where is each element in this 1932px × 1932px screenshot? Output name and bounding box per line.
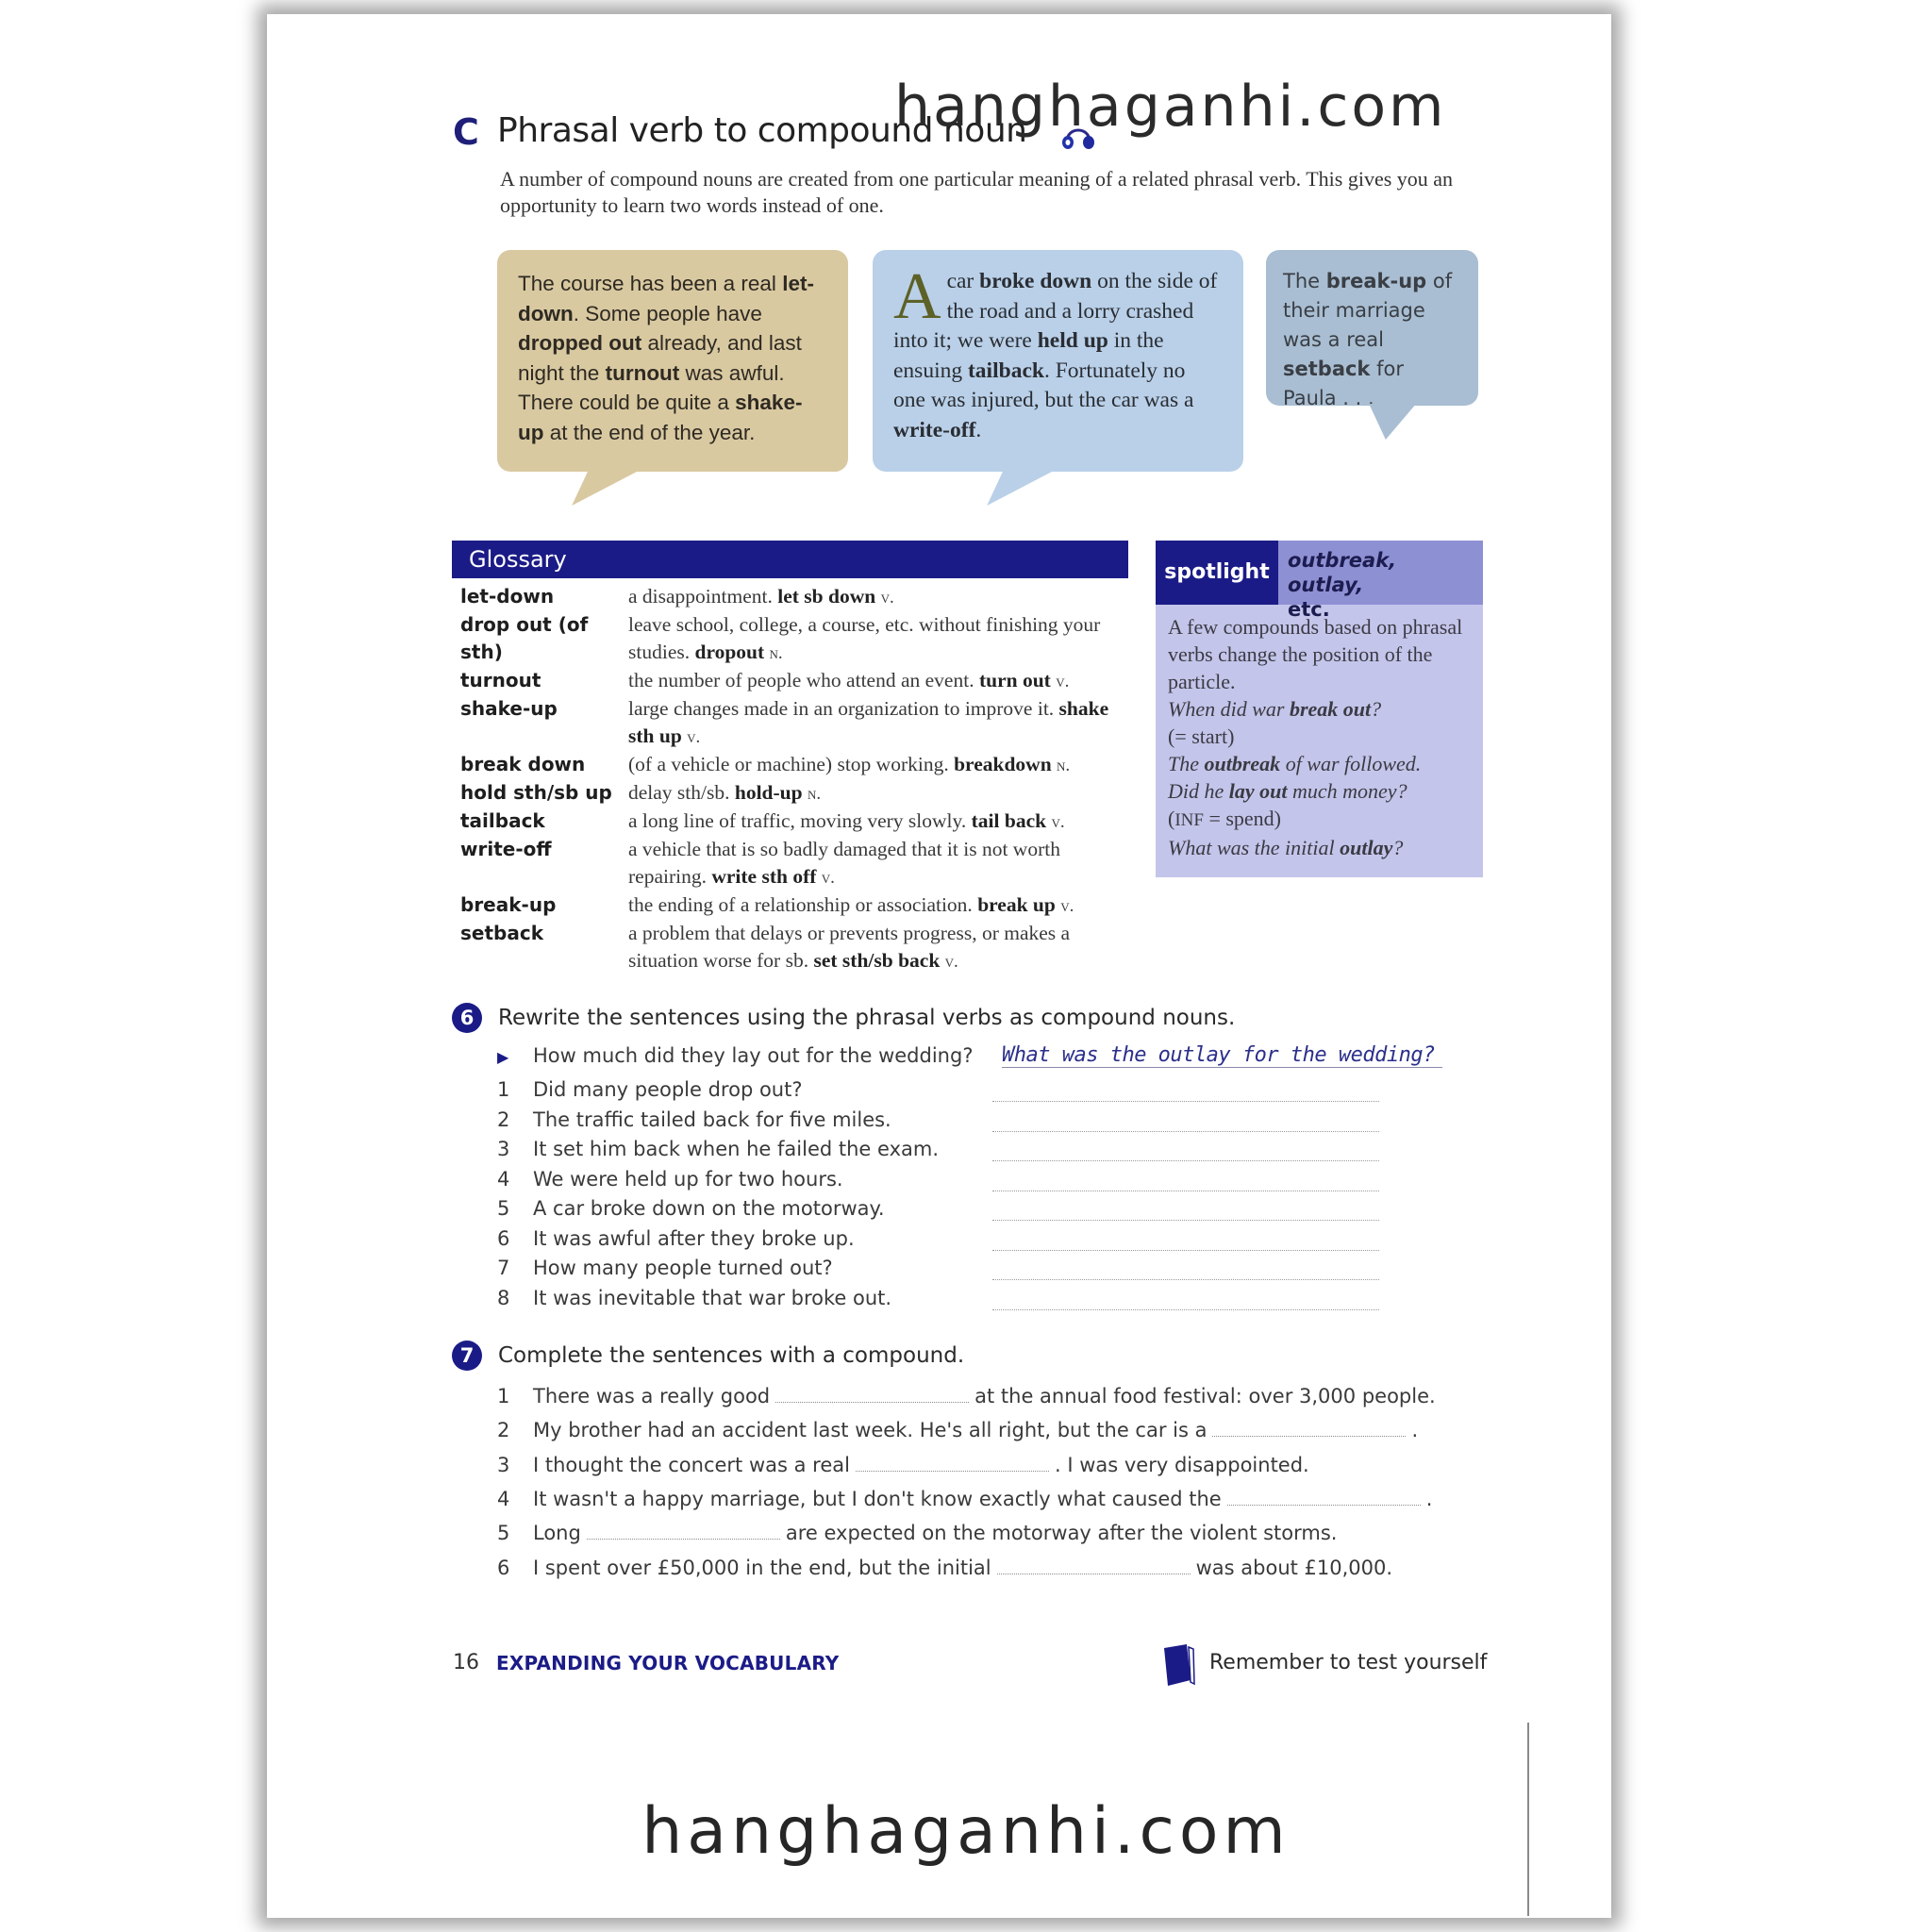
- glossary-definition: a vehicle that is so badly damaged that it is not worth repairing. write sth off v.: [628, 838, 1060, 888]
- answer-line[interactable]: [992, 1220, 1379, 1221]
- highlighted-term: dropped out: [518, 331, 642, 355]
- part-of-speech: v.: [880, 588, 894, 608]
- bubble-text: at the end of the year.: [543, 420, 756, 444]
- spotlight-title-etc: etc.: [1288, 598, 1330, 621]
- part-of-speech: v.: [944, 952, 958, 972]
- glossary-definition: delay sth/sb. hold-up n.: [628, 781, 822, 804]
- unit-title: EXPANDING YOUR VOCABULARY: [496, 1652, 840, 1674]
- spotlight-title-words: outbreak, outlay,: [1288, 549, 1397, 596]
- exercise-7-instruction: Complete the sentences with a compound.: [498, 1343, 965, 1368]
- answer-line[interactable]: [992, 1101, 1379, 1102]
- item-number: 6: [497, 1226, 510, 1250]
- glossary-term: write-off: [460, 838, 552, 860]
- glossary-definition: large changes made in an organization to improve it. shake sth up v.: [628, 697, 1109, 747]
- exercise-7-item: [497, 1557, 1392, 1579]
- spotlight-example: When did war break out?: [1168, 697, 1382, 721]
- glossary-term: let-down: [460, 585, 555, 608]
- exercise-7-number: 7: [452, 1341, 482, 1371]
- item-number: 2: [497, 1419, 510, 1442]
- item-number: 8: [497, 1286, 510, 1309]
- glossary-definition: the number of people who attend an event. turn out v.: [628, 669, 1070, 691]
- item-text-after: at the annual food festival: over 3,000 people.: [974, 1385, 1436, 1407]
- highlighted-term: tailback: [967, 358, 1044, 383]
- glossary-entry: [460, 667, 1140, 695]
- glossary-definition: a disappointment. let sb down v.: [628, 585, 894, 608]
- speech-bubble-marriage: [1266, 250, 1478, 409]
- glossary-related-form: break up: [977, 893, 1056, 916]
- glossary-definition: leave school, college, a course, etc. without finishing your studies. dropout n.: [628, 613, 1101, 663]
- item-number: 5: [497, 1197, 510, 1220]
- section-letter: C: [453, 111, 479, 153]
- item-text-after: .: [1425, 1487, 1433, 1510]
- section-title: Phrasal verb to compound noun: [497, 111, 1027, 150]
- highlighted-term: let-down: [518, 272, 814, 325]
- exercise-6-item: [497, 1257, 833, 1279]
- exercise-7-item: [497, 1385, 1436, 1407]
- bubble-text: of their marriage was a real: [1283, 270, 1453, 351]
- highlighted-term: shake-up: [518, 391, 803, 444]
- spotlight-example: What was the initial outlay?: [1168, 836, 1404, 859]
- glossary-entry: [460, 891, 1140, 920]
- item-number: 1: [497, 1385, 510, 1407]
- item-text-before: My brother had an accident last week. He's all right, but the car is a: [533, 1419, 1208, 1442]
- highlighted-term: break-up: [1325, 270, 1427, 292]
- item-text-after: are expected on the motorway after the violent storms.: [785, 1522, 1338, 1545]
- highlighted-term: write-off: [893, 417, 976, 442]
- item-sentence: A car broke down on the motorway.: [533, 1197, 885, 1220]
- glossary-term: setback: [460, 922, 543, 944]
- page-number: 16: [453, 1651, 479, 1674]
- glossary-entry: [460, 583, 1140, 611]
- item-number: 4: [497, 1167, 510, 1191]
- glossary-entry: [460, 920, 1140, 975]
- item-sentence: It was awful after they broke up.: [533, 1226, 855, 1250]
- glossary-definition: the ending of a relationship or association. break up v.: [628, 893, 1074, 916]
- item-text-before: There was a really good: [533, 1385, 771, 1407]
- part-of-speech: n.: [1057, 756, 1071, 775]
- glossary-related-form: write sth off: [711, 865, 817, 888]
- highlighted-term: held up: [1037, 328, 1108, 353]
- exercise-6-item: [497, 1138, 939, 1160]
- exercise-6-item: [497, 1108, 891, 1131]
- item-text-after: was about £10,000.: [1195, 1556, 1393, 1579]
- speech-bubble-course: [497, 250, 848, 472]
- fill-in-blank[interactable]: [775, 1402, 969, 1403]
- exercise-7-item: [497, 1454, 1309, 1476]
- glossary-definition: a long line of traffic, moving very slowly. tail back v.: [628, 809, 1065, 832]
- part-of-speech: v.: [687, 727, 701, 747]
- bubble-text: in the ensuing: [893, 328, 1164, 383]
- item-sentence: The traffic tailed back for five miles.: [533, 1108, 891, 1131]
- watermark-top: hanghaganhi.com: [894, 74, 1447, 140]
- fill-in-blank[interactable]: [1227, 1505, 1421, 1506]
- highlighted-term: setback: [1283, 358, 1371, 380]
- item-text-before: I spent over £50,000 in the end, but the initial: [533, 1556, 991, 1579]
- fill-in-blank[interactable]: [587, 1539, 780, 1540]
- item-sentence: It set him back when he failed the exam.: [533, 1138, 939, 1160]
- answer-line[interactable]: [992, 1250, 1379, 1251]
- item-sentence: How many people turned out?: [533, 1257, 833, 1279]
- part-of-speech: n.: [807, 784, 822, 804]
- exercise-7-item: [497, 1488, 1432, 1510]
- bubble-text: . Fortunately no one was injured, but the car was a: [893, 358, 1194, 412]
- glossary-entry: [460, 611, 1140, 667]
- exercise-6-item: [497, 1078, 803, 1101]
- spotlight-body: [1168, 613, 1474, 861]
- part-of-speech: v.: [821, 868, 835, 888]
- item-sentence: We were held up for two hours.: [533, 1167, 843, 1191]
- glossary-entry: [460, 751, 1140, 779]
- exercise-7-item: [497, 1522, 1337, 1544]
- remember-to-test-link: Remember to test yourself: [1209, 1651, 1488, 1674]
- bubble-text: . Some people have: [573, 301, 762, 325]
- exercise-6-example: [497, 1044, 973, 1067]
- glossary-term: break down: [460, 753, 586, 775]
- bubble-text: on the side of the road and a lorry crashed into it; we were: [893, 269, 1218, 353]
- item-number: 5: [497, 1522, 510, 1545]
- glossary-related-form: breakdown: [954, 753, 1052, 775]
- glossary-term: drop out (of sth): [460, 613, 589, 663]
- spotlight-title: [1278, 541, 1483, 621]
- glossary-related-form: hold-up: [734, 781, 803, 804]
- glossary-list: [460, 583, 1140, 975]
- spotlight-label: spotlight: [1156, 541, 1278, 605]
- bubble-text: was awful. There could be quite a: [518, 360, 785, 414]
- item-number: 7: [497, 1257, 510, 1279]
- highlighted-term: turnout: [605, 360, 680, 385]
- item-number: 3: [497, 1453, 510, 1476]
- exercise-6-instruction: Rewrite the sentences using the phrasal verbs as compound nouns.: [498, 1006, 1236, 1030]
- glossary-term: shake-up: [460, 697, 558, 720]
- part-of-speech: v.: [1051, 812, 1065, 832]
- glossary-definition: (of a vehicle or machine) stop working. breakdown n.: [628, 753, 1071, 775]
- glossary-related-form: dropout: [694, 641, 765, 663]
- exercise-6-item: [497, 1287, 891, 1309]
- glossary-definition: a problem that delays or prevents progress, or makes a situation worse for sb. set sth/sb back v.: [628, 922, 1071, 972]
- item-text-before: Long: [533, 1522, 581, 1545]
- bubble-text: The course has been a real: [518, 272, 783, 295]
- item-sentence: Did many people drop out?: [533, 1078, 803, 1101]
- glossary-related-form: shake sth up: [628, 697, 1109, 747]
- bubble-text: for Paula . . .: [1283, 358, 1404, 409]
- item-text-after: . I was very disappointed.: [1054, 1453, 1309, 1476]
- exercise-6-item: [497, 1197, 885, 1220]
- bubble-text: already, and last night the: [518, 331, 802, 385]
- item-text-before: It wasn't a happy marriage, but I don't know exactly what caused the: [533, 1487, 1222, 1510]
- glossary-related-form: turn out: [978, 669, 1051, 691]
- spotlight-example: The outbreak of war followed.: [1168, 752, 1422, 775]
- item-number: 2: [497, 1108, 510, 1131]
- glossary-header: Glossary: [452, 541, 1128, 578]
- item-number: 3: [497, 1138, 510, 1160]
- bubble-text: The: [1283, 270, 1326, 292]
- book-icon: [1162, 1644, 1196, 1686]
- item-number: 4: [497, 1487, 510, 1510]
- glossary-entry: [460, 779, 1140, 808]
- glossary-term: turnout: [460, 669, 541, 691]
- glossary-entry: [460, 695, 1140, 751]
- exercise-6-number: 6: [452, 1003, 482, 1033]
- exercise-6-item: [497, 1168, 843, 1191]
- highlighted-term: broke down: [979, 269, 1092, 293]
- exercise-7-item: [497, 1419, 1418, 1441]
- glossary-entry: [460, 808, 1140, 836]
- spotlight-gloss: (= start): [1168, 724, 1235, 748]
- item-sentence: It was inevitable that war broke out.: [533, 1286, 892, 1309]
- item-text-after: .: [1411, 1419, 1419, 1442]
- drop-cap: A: [893, 260, 941, 333]
- example-prompt: How much did they lay out for the wedding?: [533, 1044, 974, 1067]
- bubble-text: car: [946, 269, 980, 293]
- answer-line[interactable]: [992, 1160, 1379, 1161]
- glossary-term: hold sth/sb up: [460, 781, 612, 804]
- glossary-term: tailback: [460, 809, 545, 832]
- glossary-term: break-up: [460, 893, 557, 916]
- part-of-speech: v.: [1060, 896, 1074, 916]
- part-of-speech: n.: [769, 643, 783, 663]
- answer-line[interactable]: [992, 1279, 1379, 1280]
- example-answer: What was the outlay for the wedding?: [1002, 1043, 1442, 1068]
- glossary-related-form: let sb down: [777, 585, 876, 608]
- spotlight-example: Did he lay out much money?: [1168, 779, 1407, 803]
- answer-line[interactable]: [992, 1309, 1379, 1310]
- section-intro: A number of compound nouns are created from one particular meaning of a related phrasal verb. This gives you an opportunity to learn two words instead of one.: [500, 167, 1454, 217]
- glossary-entry: [460, 836, 1140, 891]
- answer-line[interactable]: [992, 1131, 1379, 1132]
- spotlight-gloss: (INF = spend): [1168, 807, 1282, 830]
- glossary-related-form: set sth/sb back: [813, 949, 941, 972]
- item-number: 6: [497, 1556, 510, 1579]
- fill-in-blank[interactable]: [1212, 1436, 1406, 1437]
- bubble-text: .: [975, 417, 982, 442]
- item-number: 1: [497, 1078, 510, 1101]
- play-triangle-icon: ▶: [497, 1048, 509, 1066]
- item-text-before: I thought the concert was a real: [533, 1453, 850, 1476]
- fill-in-blank[interactable]: [856, 1471, 1049, 1472]
- exercise-6-item: [497, 1227, 855, 1250]
- watermark-bottom: hanghaganhi.com: [641, 1794, 1291, 1869]
- glossary-related-form: tail back: [971, 809, 1047, 832]
- spotlight-intro: A few compounds based on phrasal verbs change the position of the particle.: [1168, 615, 1463, 693]
- part-of-speech: v.: [1056, 672, 1070, 691]
- speech-bubble-car: [873, 250, 1243, 472]
